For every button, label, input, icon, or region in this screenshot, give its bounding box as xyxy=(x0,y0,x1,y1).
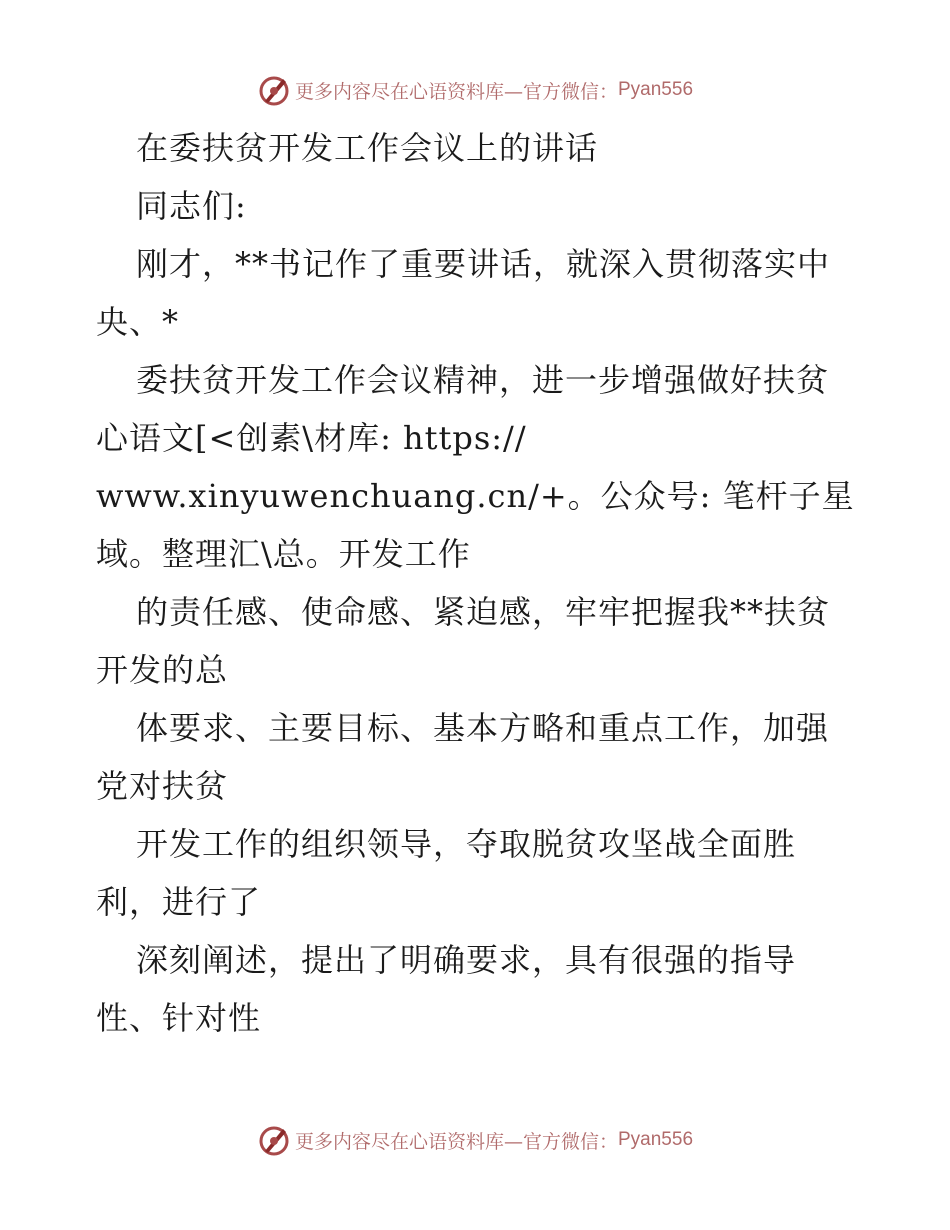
doc-line: 央、* xyxy=(96,303,180,341)
doc-line: 心语文[<创素\材库: https:// xyxy=(96,419,527,457)
doc-line: 开发的总 xyxy=(96,651,229,689)
doc-line: 同志们: xyxy=(136,187,247,225)
banner-text: 更多内容尽在心语资料库—官方微信： xyxy=(294,80,618,103)
banner-wechat-id: Pyan556 xyxy=(618,1129,694,1150)
doc-line: 体要求、主要目标、基本方略和重点工作，加强 xyxy=(136,709,830,747)
doc-line: 性、针对性 xyxy=(96,999,262,1037)
doc-line: 利，进行了 xyxy=(96,883,262,921)
banner-wechat-id: Pyan556 xyxy=(618,79,694,100)
doc-line: 深刻阐述，提出了明确要求，具有很强的指导 xyxy=(136,941,797,979)
quill-seal-icon xyxy=(257,1123,291,1157)
doc-line: www.xinyuwenchuang.cn/+。公众号: 笔杆子星 xyxy=(96,477,855,515)
header-banner xyxy=(0,70,950,110)
doc-line: 的责任感、使命感、紧迫感，牢牢把握我**扶贫 xyxy=(136,593,831,631)
banner-text: 更多内容尽在心语资料库—官方微信： xyxy=(294,1130,618,1153)
quill-seal-icon xyxy=(257,73,291,107)
doc-title: 在委扶贫开发工作会议上的讲话 xyxy=(136,129,599,167)
doc-line: 党对扶贫 xyxy=(96,767,229,805)
doc-line: 域。整理汇\总。开发工作 xyxy=(96,535,471,573)
doc-line: 委扶贫开发工作会议精神，进一步增强做好扶贫 xyxy=(136,361,830,399)
doc-line: 开发工作的组织领导，夺取脱贫攻坚战全面胜 xyxy=(136,825,797,863)
doc-line: 刚才，**书记作了重要讲话，就深入贯彻落实中 xyxy=(136,245,831,283)
footer-banner xyxy=(0,1120,950,1160)
